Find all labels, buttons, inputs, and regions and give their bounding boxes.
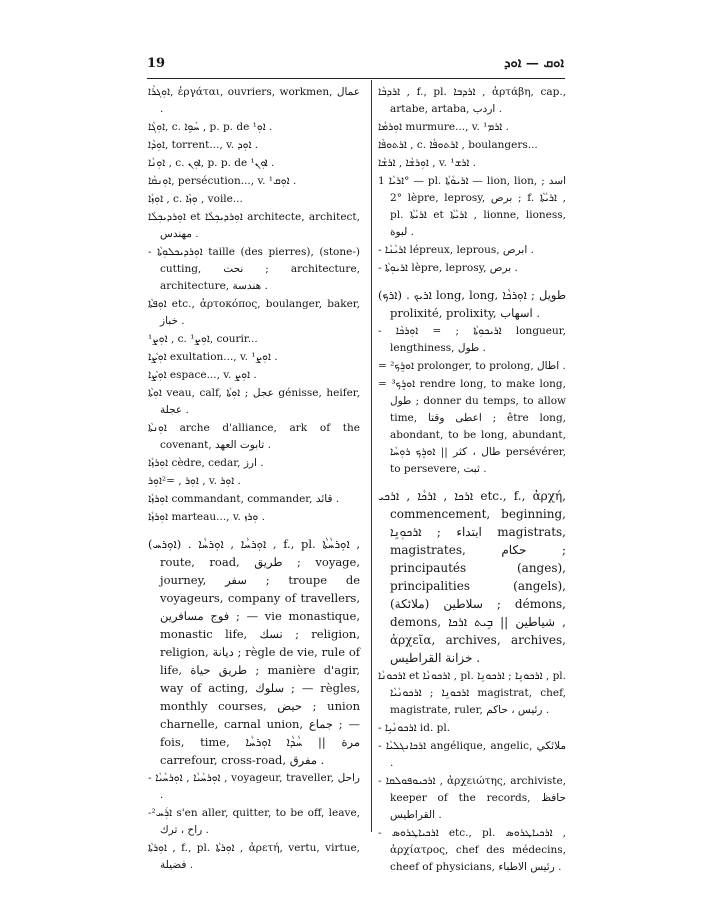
dictionary-entry-root: (ܐܘܼܪܚ) . ܐܘܼܪܚܵܐ , ܐܘܼܪܚܵܐ , f., pl. ܐܘܼܪܚܵܬܵܐ , route, road, طريق ; voyage, journey, سفر ; troupe de voyageurs, company of travellers, فوج مسافرين ; — vie monastique, monastic life, نسك ; religion, religion, ديانة ; règle de vie, rule of life, طريق حياة ; manière d'agir, way of acting, سلوك ; — règles, monthly courses, حيض ; union charnelle, carnal union, جماع ; — fois, time, مرة || ܚܵܕܵܐ ܐܘܼܪܚܵܐ carrefour, cross-road, مفرق . — [148, 537, 361, 767]
dictionary-entry: - ܐܘܼܪܚܵܝܵܐ , ܐܘܼܪܚܵܝܵܐ , voyageur, traveller, راحل . — [148, 772, 360, 801]
dictionary-entry: ܐܘܼܪܫܵܐ , ܐܪܫܵܐ , v. ¹ܐܪܫ . — [378, 157, 476, 169]
dictionary-entry: -²ܐܪܲܚ s'en aller, quitter, to be off, leave, راح ، ترك . — [148, 807, 360, 836]
dictionary-entry: ܐܘܼܦܬܵܐ etc., ἀρτοκόπος, boulanger, baker, خباز . — [148, 298, 360, 327]
dictionary-entry: ܐܘܼܪܙܵܐ cèdre, cedar, ارز . — [148, 457, 264, 469]
dictionary-entry: - ܐܪܟܝܘܦܘܠܩܐ , ἀρχειώτης, archiviste, keeper of the records, حافظ القراطيس . — [378, 775, 566, 821]
dictionary-entry: ܐܪܝܵܐ 1° — pl. ܐܪܝܘܵܬܵܐ — lion, lion, اسد ; 2° lèpre, leprosy, برص ; f. ܐܪܝܵܬܵܐ , pl. ܐܪܝܵܬܵܐ et ܐܪܝܵܬܵܐ , lionne, lioness, لبوة . — [378, 175, 567, 238]
dictionary-entry: ܐܘܼܨܵܐ exultation..., v. ¹ܐܘܼܨ . — [148, 351, 278, 363]
dictionary-entry: ܐܘܼܪܙܵܐ commandant, commander, قائد . — [148, 493, 340, 505]
dictionary-entry: - ܐܪܝܟܘܼܬܵܐ ; = ܐܘܼܪܟܵܐ longueur, lengthiness, طول . — [378, 325, 566, 354]
page-number: 19 — [147, 56, 166, 71]
dictionary-entry: - ܐܪܝܘܼܬܵܐ lèpre, leprosy, برص . — [378, 262, 518, 274]
dictionary-entry-root: ܐܪܟܐ , ܐܪܟܵܐ , ܐܪܟܝ etc., f., ἀρχή, commencement, beginning, ابتداء ; ܐܪܟܘܼܢܹܐ magistrats, magistrates, حكام ; principautés (anges), principalities (angels), سلاطين (ملائكة) ; démons, demons, شياطين || ܒܹܝܬ ܐܪܟܐ , ἀρχεῖα, archives, archives, خزانة القراطيس . — [378, 489, 567, 665]
dictionary-entry: ܐܘܼܙܵܐ , c. ܘܼܙܵܐ , voile... — [148, 193, 243, 205]
dictionary-entry: ܐܘܼܪܕܝܟܼܠܵܐ et ܐܘܼܪܕܝܟܼܠܵܐ architecte, architect, مهندس . — [148, 211, 360, 240]
dictionary-entry: ܐܘܼܪ , =²ܐܘܼܪ , v. ܐܘܼܪ . — [148, 475, 241, 487]
running-head: ܐܘܩ — ܐܘܕ — [504, 56, 564, 71]
dictionary-entry: ܐܘܼܪܡܵܐ murmure..., v. ¹ܐܪܡ . — [378, 121, 509, 133]
dictionary-entry-root: (ܐܪܟ) . ܐܪܝܟ long, long, طويل ; ܐܘܼܪܟܵܐ prolixité, prolixity, اسهاب . — [378, 288, 566, 320]
dictionary-entry: = ²ܐܘܪܸܟ prolonger, to prolong, اطال . — [378, 360, 566, 372]
dictionary-entry: ܐܘܼܨܵܐ espace..., v. ܐܘܼܨ . — [148, 369, 257, 381]
dictionary-entry: ܐܘܼܕܵܐ, torrent..., v. ܐܘܼܕ . — [148, 139, 259, 151]
header-rule — [147, 78, 565, 79]
dictionary-entry: ܐܘܼܓܵܐ, c. ܚܵܘܹܐ , p. p. de ¹ܐܘܼ . — [148, 121, 273, 133]
right-column — [378, 84, 566, 877]
dictionary-entry: - ܐܘܼܪܕܝܟܠܘܼܬܵܐ taille (des pierres), (stone-) cutting, نحت ; architecture, architecture, هندسة . — [148, 246, 360, 292]
dictionary-entry: ܐܘܼܢܩܵܐ, persécution..., v. ¹ܐܘܼܩ . — [148, 175, 297, 187]
dictionary-entry: ܐܪܬܘܦܵܐ , c. ܐܪܬܘܦܵܐ , boulangers... — [378, 139, 538, 151]
left-column — [148, 84, 360, 875]
dictionary-entry: ܐܪܟܘܢܵܐ et ܐܪܟܘܢܵܐ , pl. ܐܪܟܘܢܹܐ ; ܐܪܟܘܢܹܐ , pl. ܐܪܟܘܢܹܐ ; ܐܪܟܘܢܵܝܵܐ magistrat, chef, magistrate, ruler, رئيس ، حاكم . — [378, 670, 566, 716]
dictionary-entry: ܐܘܼܪܙܵܐ marteau..., v. ܘܼܪܙ . — [148, 511, 265, 523]
dictionary-entry: ܐܘܼܓܪܵܐ, ἐργάται, ouvriers, workmen, عمال . — [148, 86, 360, 115]
dictionary-entry: = ³ܐܘܪܸܟ rendre long, to make long, طول ; donner du temps, to allow time, اعطى وقتا ; être long, abondant, to be long, abundant, طال ، كثر || ܐܘܪܸܟ ܪܘܼܚܵܐ persévérer, to persevere, ثبت . — [378, 378, 566, 475]
dictionary-entry: ܐܪܕܒܵܐ , f., pl. ܐܪܕܒܐ , ἀρτάβη, cap., artabe, artaba, اردب . — [378, 86, 567, 115]
dictionary-entry: ܐܘܼܢܵܐ , c. ܐܘܼܢ, p. p. de ¹ܐܘܼܢ . — [148, 157, 275, 169]
dictionary-entry: ܐܘܼܢܬܵܐ arche d'alliance, ark of the covenant, تابوت العهد . — [148, 422, 360, 451]
dictionary-entry: ܐܘܼܪܬܵܐ , f., pl. ܐܘܼܪܬܵܐ , ἀρετή, vertu, virtue, فضيلة . — [148, 842, 361, 871]
dictionary-entry: - ܐܪܟܐܢܓܠܝܵܐ angélique, angelic, ملائكي . — [378, 740, 566, 769]
dictionary-entry: - ܐܪܟܝܐܛܪܘܣ etc., pl. ܐܪܟܝܐܛܪܘܣ , ἀρχίατρος, chef des médecins, cheef of physicians, رئيس الاطباء . — [378, 827, 567, 873]
dictionary-entry: ¹ܐܘܼܨ , c. ¹ܐܘܼܨ, courir... — [148, 333, 258, 345]
dictionary-entry: - ܐܪܝܵܢܵܐ lépreux, leprous, ابرص . — [378, 244, 534, 256]
column-divider — [371, 80, 372, 832]
dictionary-entry: ܐܘܼܬܵܐ veau, calf, عجل ; ܐܘܼܬܵܐ génisse, heifer, عجلة . — [148, 387, 360, 416]
dictionary-entry: - ܐܪܟܘܢܵܝܹܐ id. pl. — [378, 722, 451, 734]
